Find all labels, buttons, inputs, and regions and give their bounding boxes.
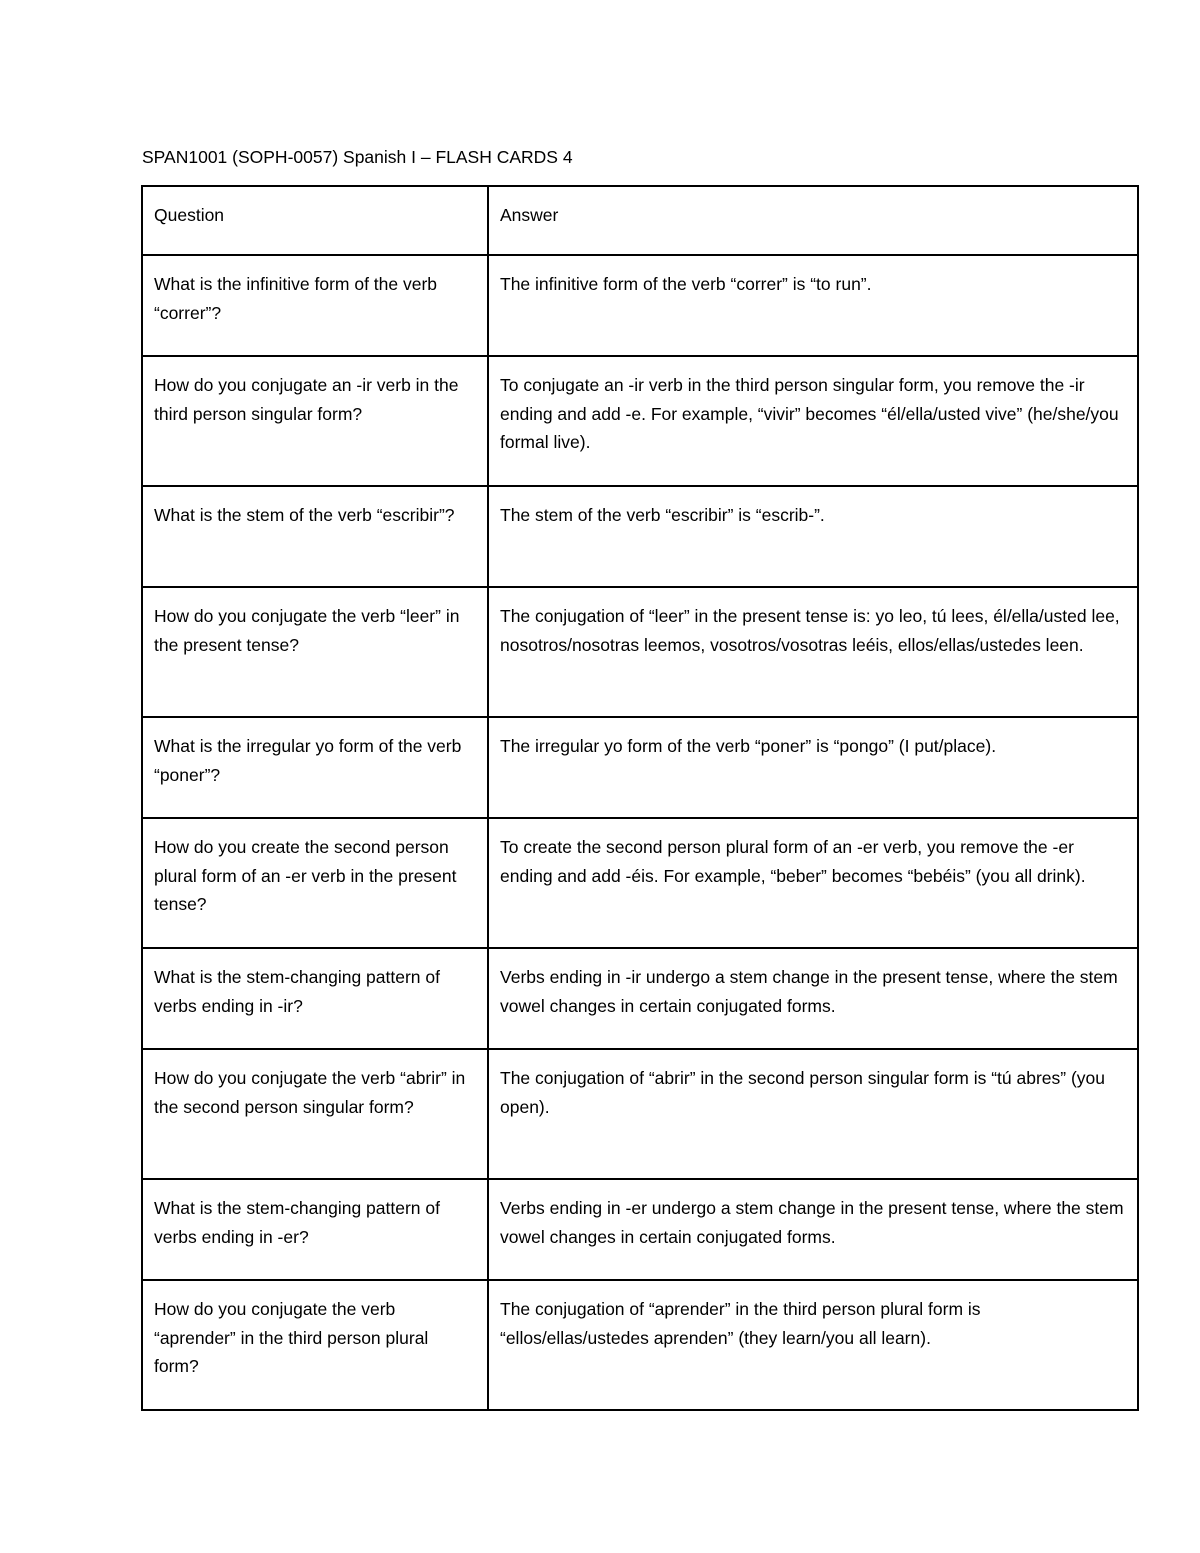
question-cell: How do you create the second person plural form of an -er verb in the present tense? [142,818,488,948]
table-row [142,948,1138,1049]
table-row [142,486,1138,587]
answer-cell: The conjugation of “leer” in the present tense is: yo leo, tú lees, él/ella/usted lee, nosotros/nosotras leemos, vosotros/vosotras leéis, ellos/ellas/ustedes leen. [488,587,1138,717]
answer-cell: The stem of the verb “escribir” is “escrib-”. [488,486,1138,587]
table-row [142,1280,1138,1410]
answer-column-header: Answer [488,186,1138,255]
table-header-row [142,186,1138,255]
question-cell: How do you conjugate the verb “abrir” in the second person singular form? [142,1049,488,1179]
question-cell: What is the infinitive form of the verb “correr”? [142,255,488,356]
answer-cell: The conjugation of “abrir” in the second person singular form is “tú abres” (you open). [488,1049,1138,1179]
page-title: SPAN1001 (SOPH-0057) Spanish I – FLASH CARDS 4 [142,147,573,167]
question-cell: How do you conjugate an -ir verb in the third person singular form? [142,356,488,486]
table-row [142,255,1138,356]
question-cell: What is the irregular yo form of the verb “poner”? [142,717,488,818]
answer-cell: Verbs ending in -ir undergo a stem change in the present tense, where the stem vowel changes in certain conjugated forms. [488,948,1138,1049]
table-row [142,818,1138,948]
question-column-header: Question [142,186,488,255]
question-cell: How do you conjugate the verb “aprender” in the third person plural form? [142,1280,488,1410]
question-cell: What is the stem of the verb “escribir”? [142,486,488,587]
question-cell: How do you conjugate the verb “leer” in the present tense? [142,587,488,717]
table-row [142,587,1138,717]
answer-cell: To conjugate an -ir verb in the third person singular form, you remove the -ir ending and add -e. For example, “vivir” becomes “él/ella/usted vive” (he/she/you formal live). [488,356,1138,486]
answer-cell: The irregular yo form of the verb “poner” is “pongo” (I put/place). [488,717,1138,818]
flash-cards-table [141,185,1139,1411]
answer-cell: The conjugation of “aprender” in the third person plural form is “ellos/ellas/ustedes aprenden” (they learn/you all learn). [488,1280,1138,1410]
answer-cell: The infinitive form of the verb “correr” is “to run”. [488,255,1138,356]
table-row [142,717,1138,818]
answer-cell: To create the second person plural form of an -er verb, you remove the -er ending and add -éis. For example, “beber” becomes “bebéis” (you all drink). [488,818,1138,948]
table-row [142,1179,1138,1280]
question-cell: What is the stem-changing pattern of verbs ending in -er? [142,1179,488,1280]
answer-cell: Verbs ending in -er undergo a stem change in the present tense, where the stem vowel changes in certain conjugated forms. [488,1179,1138,1280]
table-row [142,356,1138,486]
table-row [142,1049,1138,1179]
question-cell: What is the stem-changing pattern of verbs ending in -ir? [142,948,488,1049]
